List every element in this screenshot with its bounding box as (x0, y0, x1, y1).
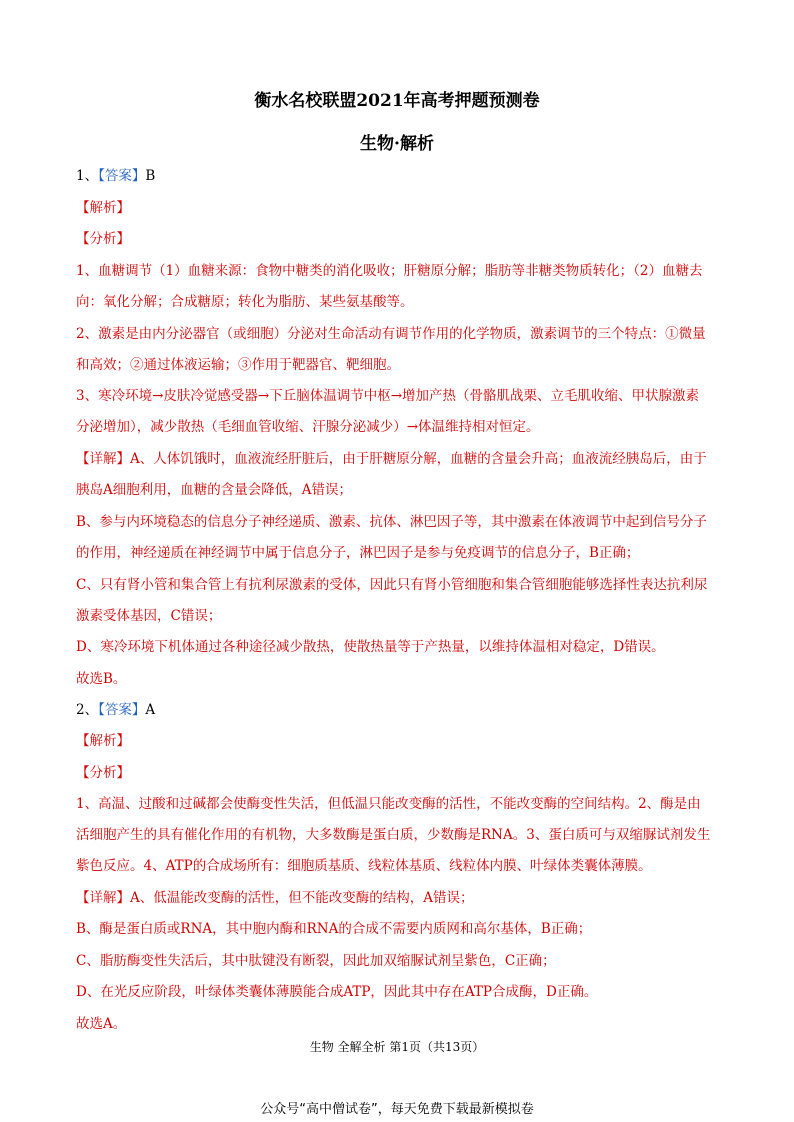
q2-conclusion: 故选A。 (76, 1016, 127, 1032)
q1-line: C、只有肾小管和集合管上有抗利尿激素的受体，因此只有肾小管细胞和集合管细胞能够选择性表达抗利尿 (76, 577, 708, 593)
q1-number: 1、 (76, 168, 99, 184)
q1-line: 向：氧化分解；合成糖原；转化为脂肪、某些氨基酸等。 (76, 294, 414, 310)
q2-answer-tag: 【答案】 (98, 702, 146, 718)
q1-line: D、寒冷环境下机体通过各种途径减少散热，使散热量等于产热量，以维持体温相对稳定，D错误。 (76, 639, 665, 655)
q1-line: 1、血糖调节（1）血糖来源：食物中糖类的消化吸收；肝糖原分解；脂肪等非糖类物质转化；（2）血糖去 (76, 263, 703, 279)
q1-line: 的作用，神经递质在神经调节中属于信息分子，淋巴因子是参与免疫调节的信息分子，B正确； (76, 545, 640, 561)
q1-line: 分泌增加），减少散热（毛细血管收缩、汗腺分泌减少）→体温维持相对恒定。 (76, 419, 540, 435)
q1-conclusion: 故选B。 (76, 671, 127, 687)
q1-jiexi-heading: 【解析】 (76, 200, 130, 216)
q1-line: B、参与内环境稳态的信息分子神经递质、激素、抗体、淋巴因子等，其中激素在体液调节中起到信号分子 (76, 514, 707, 530)
q2-fenxi-heading: 【分析】 (76, 765, 130, 781)
q1-answer-tag: 【答案】 (98, 168, 146, 184)
q2-line: 紫色反应。4、ATP的合成场所有：细胞质基质、线粒体基质、线粒体内膜、叶绿体类囊体薄膜。 (76, 858, 652, 874)
page-footer: 生物 全解全析 第1页（共13页） (309, 1040, 485, 1054)
page-title: 衡水名校联盟2021年高考押题预测卷 (254, 91, 540, 111)
q2-line: D、在光反应阶段，叶绿体类囊体薄膜能合成ATP，因此其中存在ATP合成酶，D正确。 (76, 984, 598, 1000)
q2-number: 2、 (76, 702, 99, 718)
q1-answer: B (145, 168, 156, 184)
bottom-note: 公众号“高中僧试卷”，每天免费下载最新模拟卷 (260, 1102, 534, 1117)
q2-line: 【详解】A、低温能改变酶的活性，但不能改变酶的结构，A错误； (76, 890, 474, 906)
q2-line: C、脂肪酶变性失活后，其中肽键没有断裂，因此加双缩脲试剂呈紫色，C正确； (76, 953, 556, 969)
q1-line: 【详解】A、人体饥饿时，血液流经肝脏后，由于肝糖原分解，血糖的含量会升高；血液流经胰岛后，由于 (76, 451, 707, 467)
q1-line: 胰岛A细胞利用，血糖的含量会降低，A错误； (76, 482, 352, 498)
q1-line: 和高效；②通过体液运输；③作用于靶器官、靶细胞。 (76, 357, 400, 373)
page-subtitle: 生物·解析 (360, 134, 434, 154)
q2-answer-line (76, 701, 726, 719)
q2-line: 活细胞产生的具有催化作用的有机物，大多数酶是蛋白质，少数酶是RNA。3、蛋白质可与双缩脲试剂发生 (76, 827, 711, 843)
q1-line: 2、激素是由内分泌器官（或细胞）分泌对生命活动有调节作用的化学物质，激素调节的三个特点：①微量 (76, 326, 706, 342)
q2-line: 1、高温、过酸和过碱都会使酶变性失活，但低温只能改变酶的活性，不能改变酶的空间结构。2、酶是由 (76, 796, 701, 812)
q1-line: 3、寒冷环境→皮肤冷觉感受器→下丘脑体温调节中枢→增加产热（骨骼肌战栗、立毛肌收缩、甲状腺激素 (76, 388, 700, 404)
q1-line: 激素受体基因，C错误； (76, 608, 222, 624)
q2-line: B、酶是蛋白质或RNA，其中胞内酶和RNA的合成不需要内质网和高尔基体，B正确； (76, 921, 592, 937)
q2-answer: A (145, 702, 156, 718)
q2-jiexi-heading: 【解析】 (76, 733, 130, 749)
q1-fenxi-heading: 【分析】 (76, 231, 130, 247)
q1-answer-line (76, 167, 726, 185)
